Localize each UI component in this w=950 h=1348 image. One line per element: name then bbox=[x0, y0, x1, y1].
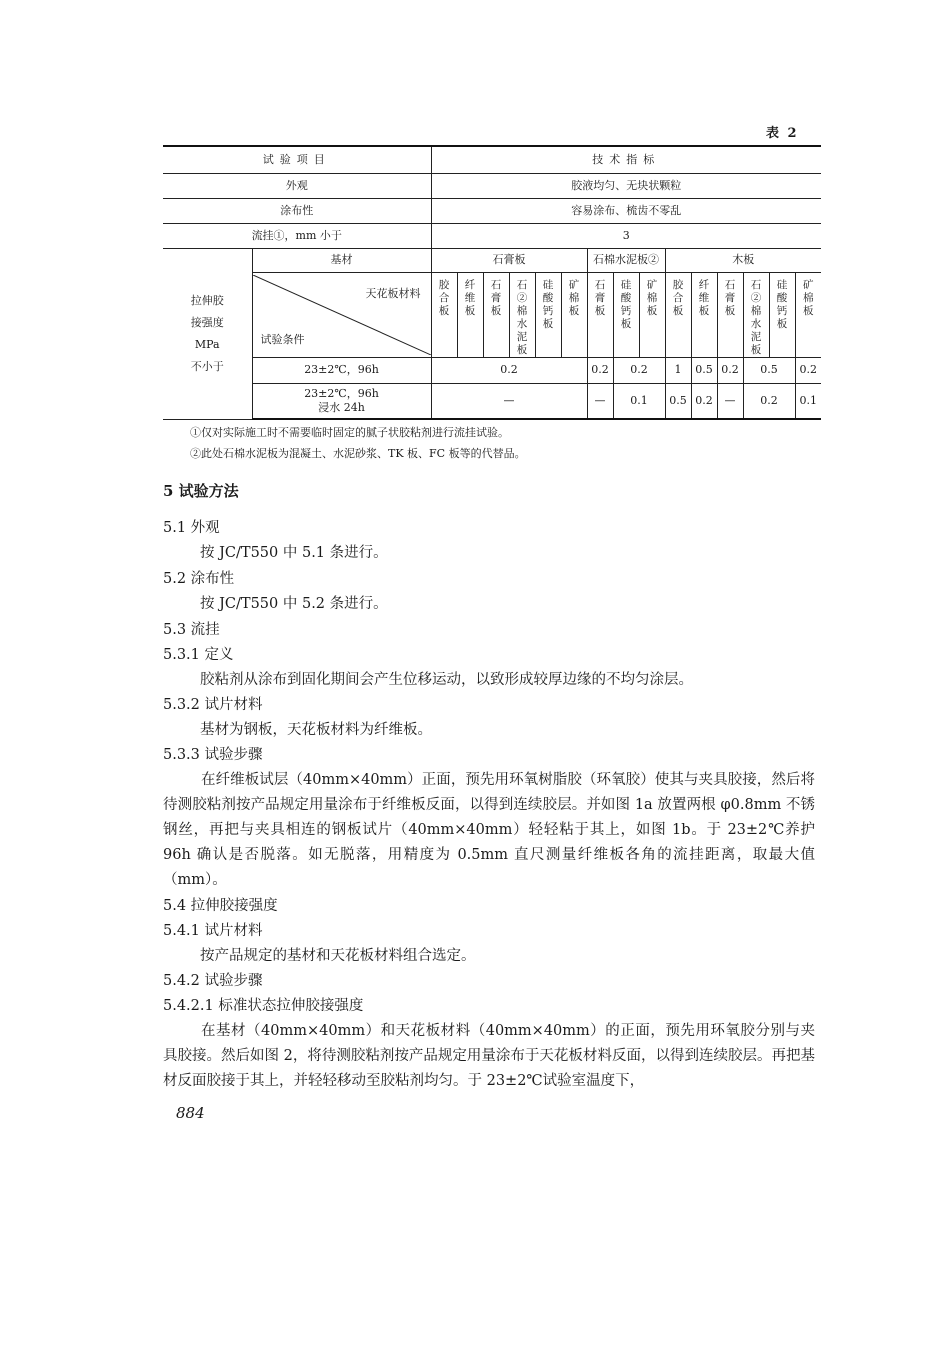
table-caption: 表 2 bbox=[766, 126, 799, 141]
section-5-4-2-1-text: 在基材（40mm×40mm）和天花板材料（40mm×40mm）的正面，预先用环氧胶分别与夹具胶接。然后如图 2，将待测胶粘剂按产品规定用量涂布于天花板材料反面，以得到连续胶层。再把基材反面胶接于其上，并轻轻移动至胶粘剂均匀。于 23±2℃试验室温度下， bbox=[163, 1023, 815, 1089]
substrate-label: 基材 bbox=[252, 248, 431, 272]
section-5-3-1-text: 胶粘剂从涂布到固化期间会产生位移运动，以致形成较厚边缘的不均匀涂层。 bbox=[200, 672, 693, 688]
section-5-1-heading: 5.1 外观 bbox=[163, 520, 220, 536]
diagonal-header: 天花板材料 试验条件 bbox=[252, 272, 431, 357]
section-5-4-1-heading: 5.4.1 试片材料 bbox=[163, 923, 263, 939]
page-number: 884 bbox=[176, 1104, 205, 1122]
group-gypsum: 石膏板 bbox=[431, 248, 587, 272]
table-row: 外观 胶液均匀、无块状颗粒 bbox=[163, 173, 821, 198]
material-calcium-silicate: 硅酸钙板 bbox=[776, 278, 788, 330]
material-fiberboard: 纤维板 bbox=[464, 278, 476, 317]
group-wood: 木板 bbox=[665, 248, 821, 272]
material-plywood: 胶合板 bbox=[438, 278, 450, 317]
section-5-heading: 5 试验方法 bbox=[163, 482, 239, 500]
material-gypsum: 石膏板 bbox=[724, 278, 736, 317]
tensile-strength-label: 拉伸胶 接强度 MPa 不小于 bbox=[163, 248, 252, 419]
material-gypsum: 石膏板 bbox=[490, 278, 502, 317]
table-row: 23±2℃，96h 0.2 0.2 0.2 1 0.5 0.2 0.5 0.2 bbox=[163, 357, 821, 383]
material-mineral-wool: 矿棉板 bbox=[803, 278, 814, 317]
section-5-4-2-1-heading: 5.4.2.1 标准状态拉伸胶接强度 bbox=[163, 998, 364, 1014]
table-row: 23±2℃，96h 浸水 24h — — 0.1 0.5 0.2 — 0.2 0.1 bbox=[163, 383, 821, 419]
material-plywood: 胶合板 bbox=[672, 278, 684, 317]
section-5-4-1-text: 按产品规定的基材和天花板材料组合选定。 bbox=[200, 948, 476, 964]
section-5-3-2-text: 基材为钢板，天花板材料为纤维板。 bbox=[200, 722, 432, 738]
group-asbestos-cement: 石棉水泥板② bbox=[587, 248, 665, 272]
section-5-1-text: 按 JC/T550 中 5.1 条进行。 bbox=[200, 545, 388, 561]
section-5-4-heading: 5.4 拉伸胶接强度 bbox=[163, 898, 278, 914]
table-row: 流挂①，mm 小于 3 bbox=[163, 223, 821, 248]
section-5-3-heading: 5.3 流挂 bbox=[163, 622, 220, 638]
section-5-3-3-text: 在纤维板试层（40mm×40mm）正面，预先用环氧树脂胶（环氧胶）使其与夹具胶接，然后将待测胶粘剂按产品规定用量涂布于纤维板反面，以得到连续胶层。并如图 1a 放置两根 φ0.8mm 不锈钢丝，再把与夹具相连的钢板试片（40mm×40mm）轻轻粘于其上，如图 1b。于 23±2℃养护 96h 确认是否脱落。如无脱落，用精度为 0.5mm 直尺测量纤维板各角的流挂距离，取最大值（mm）。 bbox=[163, 772, 815, 888]
table-row: 涂布性 容易涂布、梳齿不零乱 bbox=[163, 198, 821, 223]
header-tech-spec: 技术指标 bbox=[592, 152, 661, 166]
material-calcium-silicate: 硅酸钙板 bbox=[620, 278, 632, 330]
material-calcium-silicate: 硅酸钙板 bbox=[542, 278, 554, 330]
section-5-3-3-heading: 5.3.3 试验步骤 bbox=[163, 747, 263, 763]
section-5-3-2-heading: 5.3.2 试片材料 bbox=[163, 697, 263, 713]
material-mineral-wool: 矿棉板 bbox=[646, 278, 658, 317]
header-test-item: 试验项目 bbox=[262, 152, 331, 166]
table-note-1: ①仅对实际施工时不需要临时固定的腻子状胶粘剂进行流挂试验。 bbox=[190, 426, 509, 439]
material-fiberboard: 纤维板 bbox=[698, 278, 710, 317]
material-gypsum: 石膏板 bbox=[594, 278, 606, 317]
material-mineral-wool: 矿棉板 bbox=[568, 278, 580, 317]
section-5-4-2-heading: 5.4.2 试验步骤 bbox=[163, 973, 263, 989]
material-asbestos-cement: 石②棉水泥板 bbox=[516, 278, 528, 356]
condition-standard: 23±2℃，96h bbox=[252, 357, 431, 383]
section-5-2-heading: 5.2 涂布性 bbox=[163, 571, 235, 587]
spec-table bbox=[163, 145, 821, 420]
section-5-2-text: 按 JC/T550 中 5.2 条进行。 bbox=[200, 596, 388, 612]
material-asbestos-cement: 石②棉水泥板 bbox=[750, 278, 762, 356]
section-5-3-1-heading: 5.3.1 定义 bbox=[163, 647, 234, 663]
condition-water-immersion: 23±2℃，96h 浸水 24h bbox=[252, 383, 431, 419]
table-note-2: ②此处石棉水泥板为混凝土、水泥砂浆、TK 板、FC 板等的代替品。 bbox=[190, 447, 526, 460]
